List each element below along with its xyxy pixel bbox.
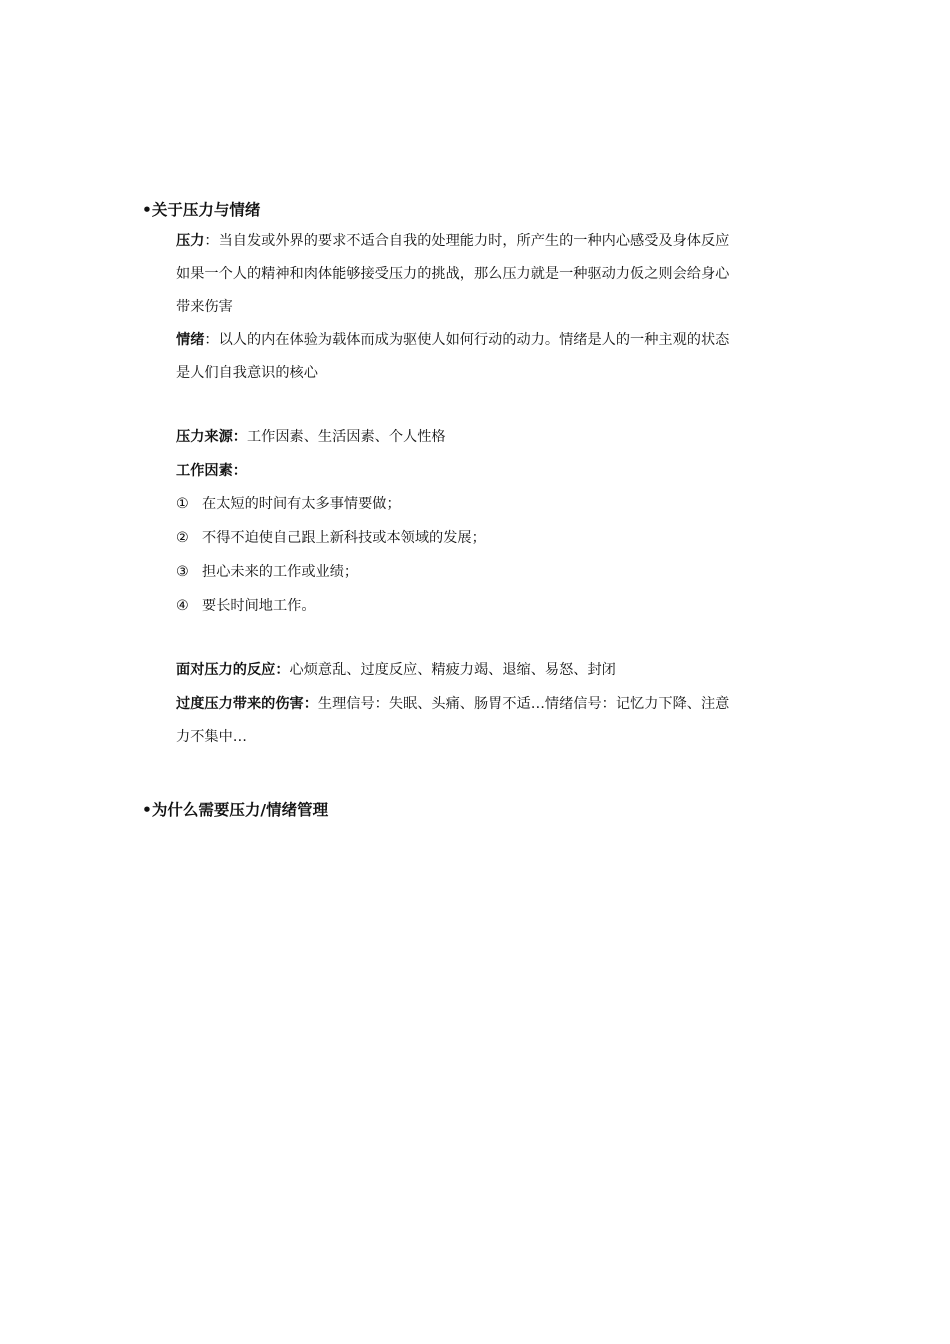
list-number: ③ xyxy=(176,564,189,580)
pressure-reaction-label: 面对压力的反应： xyxy=(176,662,290,678)
work-factor-item xyxy=(176,596,806,616)
work-factor-item xyxy=(176,562,806,582)
emotion-label: 情绪 xyxy=(176,332,205,348)
pressure-definition-line-3: 带来伤害 xyxy=(176,299,233,315)
work-factor-item xyxy=(176,528,806,548)
emotion-definition-line-2: 是人们自我意识的核心 xyxy=(176,365,318,381)
work-factors-label-text: 工作因素： xyxy=(176,463,247,479)
emotion-text-1: ：以人的内在体验为载体而成为驱使人如何行动的动力。情绪是人的一种主观的状态 xyxy=(204,332,730,348)
pressure-label: 压力 xyxy=(176,233,205,249)
section-heading-why-manage: •为什么需要压力/情绪管理 xyxy=(142,801,329,819)
pressure-sources xyxy=(176,427,806,447)
list-number: ② xyxy=(176,530,189,546)
pressure-harm-line-2: 力不集中… xyxy=(176,729,247,745)
pressure-definition-line-1 xyxy=(176,231,806,251)
section-heading-pressure-emotion: •关于压力与情绪 xyxy=(142,201,261,219)
work-factors-label xyxy=(176,461,806,481)
list-item-text: 不得不迫使自己跟上新科技或本领域的发展； xyxy=(202,530,486,546)
list-item-text: 在太短的时间有太多事情要做； xyxy=(202,496,401,512)
pressure-reaction xyxy=(176,660,806,680)
pressure-sources-label: 压力来源： xyxy=(176,429,247,445)
pressure-harm-line-1 xyxy=(176,694,806,714)
pressure-harm-label: 过度压力带来的伤害： xyxy=(176,696,318,712)
list-number: ① xyxy=(176,496,189,512)
list-item-text: 要长时间地工作。 xyxy=(202,598,316,614)
work-factor-item xyxy=(176,494,806,514)
pressure-text-1: ：当自发或外界的要求不适合自我的处理能力时，所产生的一种内心感受及身体反应 xyxy=(204,233,730,249)
pressure-sources-text: 工作因素、生活因素、个人性格 xyxy=(246,429,446,445)
pressure-reaction-text: 心烦意乱、过度反应、精疲力竭、退缩、易怒、封闭 xyxy=(289,662,616,678)
pressure-definition-line-2: 如果一个人的精神和肉体能够接受压力的挑战，那么压力就是一种驱动力仮之则会给身心 xyxy=(176,266,730,282)
pressure-harm-text-1: 生理信号：失眠、头痛、肠胃不适…情绪信号：记忆力下降、注意 xyxy=(317,696,730,712)
emotion-definition-line-1 xyxy=(176,330,806,350)
list-number: ④ xyxy=(176,598,189,614)
list-item-text: 担心未来的工作或业绩； xyxy=(202,564,359,580)
